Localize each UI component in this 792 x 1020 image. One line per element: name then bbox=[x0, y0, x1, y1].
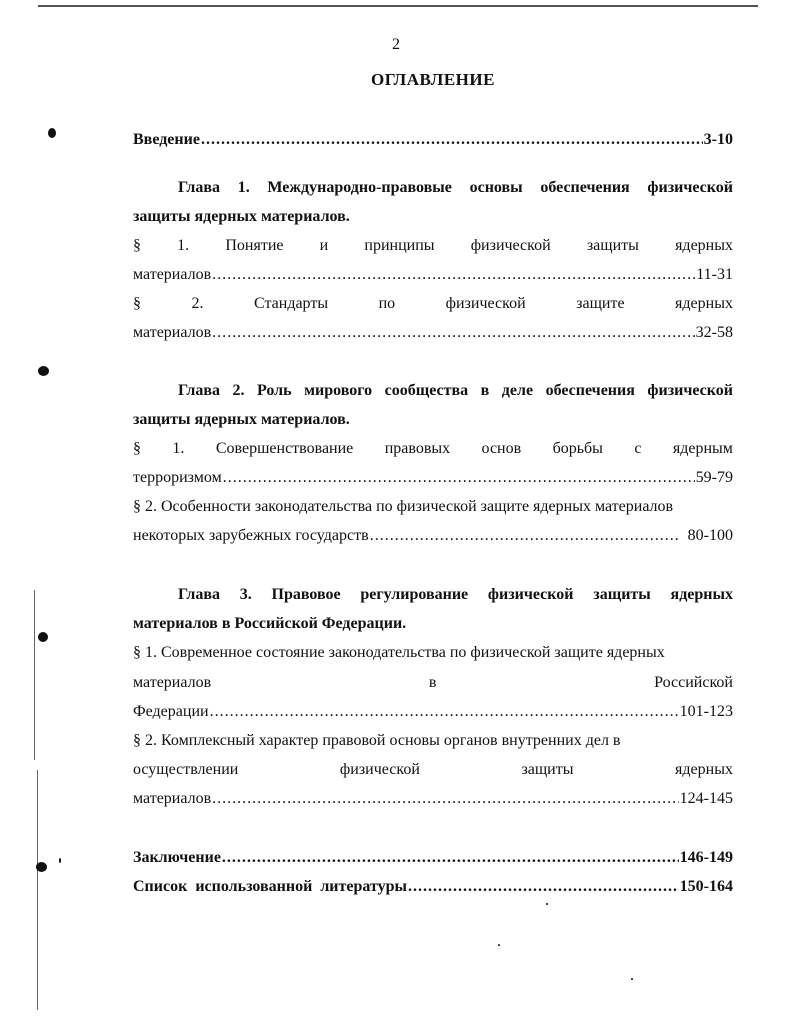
binder-hole-mark bbox=[48, 128, 56, 138]
binder-hole-mark bbox=[36, 862, 47, 872]
dot-leader bbox=[223, 468, 695, 488]
toc-section-line: § 1. Понятие и принципы физической защиты ядерных bbox=[133, 237, 733, 254]
toc-entry-label: Список использованной литературы bbox=[133, 878, 407, 895]
toc-section-line: § 2. Особенности законодательства по физической защите ядерных материалов bbox=[133, 498, 674, 515]
dot-leader bbox=[222, 848, 679, 868]
toc-entry-pages: 80-100 bbox=[687, 527, 733, 544]
dot-leader bbox=[212, 789, 679, 809]
scan-edge-mark bbox=[37, 770, 38, 1010]
speck bbox=[546, 903, 548, 905]
toc-entry-conclusion bbox=[133, 848, 733, 868]
toc-entry-introduction bbox=[133, 130, 733, 150]
toc-entry-pages: 101-123 bbox=[679, 703, 733, 720]
dot-leader bbox=[408, 877, 679, 897]
toc-entry-pages: 11-31 bbox=[696, 266, 733, 283]
speck bbox=[59, 858, 61, 863]
toc-entry-bibliography bbox=[133, 877, 733, 897]
scan-border-line bbox=[38, 5, 758, 7]
toc-section-line: § 2. Комплексный характер правовой основы органов внутренних дел в bbox=[133, 732, 621, 749]
toc-entry-pages: 59-79 bbox=[695, 469, 733, 486]
toc-section-line: § 1. Совершенствование правовых основ борьбы с ядерным bbox=[133, 440, 733, 457]
page-number: 2 bbox=[392, 36, 400, 53]
chapter-heading-continuation: защиты ядерных материалов. bbox=[133, 411, 350, 428]
toc-entry bbox=[133, 468, 733, 488]
dot-leader bbox=[201, 130, 703, 150]
toc-entry-pages: 3-10 bbox=[703, 131, 733, 148]
toc-section-line: осуществлении физической защиты ядерных bbox=[133, 761, 733, 778]
toc-section-line: материалов в Российской bbox=[133, 674, 733, 691]
binder-hole-mark bbox=[38, 366, 49, 376]
toc-entry-label: материалов bbox=[133, 266, 212, 283]
toc-entry-pages: 32-58 bbox=[695, 324, 733, 341]
toc-entry-label: Федерации bbox=[133, 703, 209, 720]
chapter-heading-continuation: материалов в Российской Федерации. bbox=[133, 615, 407, 632]
toc-section-line: § 2. Стандарты по физической защите ядерных bbox=[133, 295, 733, 312]
toc-entry-label: Заключение bbox=[133, 849, 221, 866]
toc-entry-pages: 124-145 bbox=[679, 790, 733, 807]
toc-entry-label: материалов bbox=[133, 790, 212, 807]
toc-entry-pages: 150-164 bbox=[679, 878, 733, 895]
scan-edge-mark bbox=[34, 590, 35, 760]
toc-entry bbox=[133, 789, 733, 809]
binder-hole-mark bbox=[38, 632, 48, 642]
dot-leader bbox=[210, 702, 679, 722]
toc-entry-label: терроризмом bbox=[133, 469, 222, 486]
page-title: ОГЛАВЛЕНИЕ bbox=[371, 70, 495, 89]
dot-leader bbox=[212, 265, 695, 285]
dot-leader bbox=[370, 526, 679, 546]
chapter-heading: Глава 2. Роль мирового сообщества в деле обеспечения физической bbox=[178, 382, 733, 399]
speck bbox=[631, 978, 633, 980]
toc-entry bbox=[133, 526, 733, 546]
toc-entry bbox=[133, 702, 733, 722]
toc-entry-label: некоторых зарубежных государств bbox=[133, 527, 369, 544]
toc-entry bbox=[133, 265, 733, 285]
chapter-heading-continuation: защиты ядерных материалов. bbox=[133, 208, 350, 225]
toc-entry bbox=[133, 323, 733, 343]
speck bbox=[498, 944, 500, 946]
toc-entry-label: Введение bbox=[133, 131, 200, 148]
chapter-heading: Глава 3. Правовое регулирование физической защиты ядерных bbox=[178, 586, 733, 603]
toc-entry-label: материалов bbox=[133, 324, 212, 341]
toc-section-line: § 1. Современное состояние законодательства по физической защите ядерных bbox=[133, 644, 665, 661]
dot-leader bbox=[212, 323, 695, 343]
chapter-heading: Глава 1. Международно-правовые основы обеспечения физической bbox=[178, 179, 733, 196]
toc-entry-pages: 146-149 bbox=[679, 849, 733, 866]
